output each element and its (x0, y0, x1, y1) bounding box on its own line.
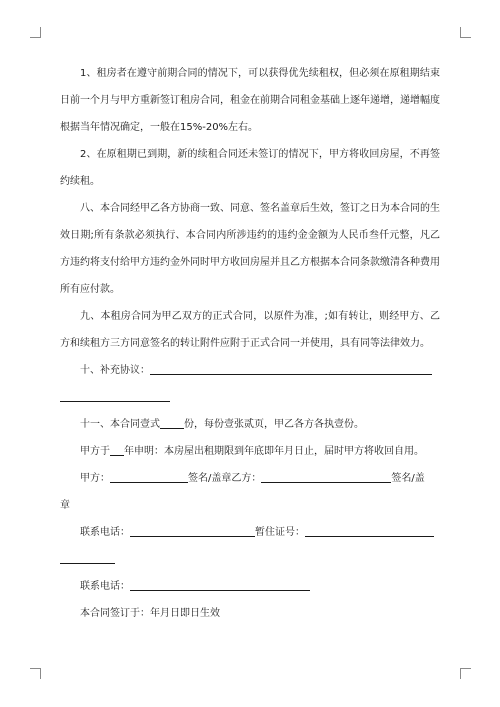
party-a-statement-start: 甲方于 (80, 446, 110, 457)
residence-permit-label: 暂住证号： (255, 527, 305, 538)
sign-seal-label: 签名/盖 (391, 473, 425, 484)
residence-permit-blank[interactable] (305, 524, 434, 537)
contact-line (60, 519, 440, 546)
party-a-statement (60, 438, 440, 465)
party-a-statement-rest: 年申明：本房屋出租期限到年底即年月日止，届时甲方将收回自用。 (124, 446, 424, 457)
party-a-label: 甲方： (80, 473, 110, 484)
copies-count-blank[interactable] (160, 416, 184, 429)
phone-blank[interactable] (130, 524, 255, 537)
supplement-blank[interactable] (150, 362, 432, 375)
clause-renewal-priority: 1、租房者在遵守前期合同的情况下，可以获得优先续租权，但必须在原租期结束日前一个月与甲方重新签订租房合同，租金在前期合同租金基础上逐年递增，递增幅度根据当年情况确定，一般在15%-20%左右。 (60, 68, 440, 133)
document-body (60, 60, 440, 627)
party-a-signature-blank[interactable] (110, 470, 188, 483)
crop-mark-bottom-left (30, 668, 41, 679)
clause-eight-effectiveness: 八、本合同经甲乙各方协商一致、同意、签名盖章后生效，签订之日为本合同的生效日期;所有条款必须执行、本合同内所涉违约的违约金金额为人民币叁仟元整，凡乙方违约将支付给甲方违约金外同时甲方收回房屋并且乙方根据本合同条款缴清各种费用所有应付款。 (60, 203, 440, 295)
supplement-label: 十、补充协议： (80, 365, 150, 376)
copies-label: 十一、本合同壹式 (80, 419, 160, 430)
seal-char: 章 (60, 500, 70, 511)
supplement-line (60, 357, 440, 384)
contact-line-2 (60, 573, 440, 600)
crop-mark-top-right (460, 27, 471, 38)
party-b-signature-blank[interactable] (261, 470, 391, 483)
phone-label-2: 联系电话： (80, 581, 130, 592)
phone-blank-2[interactable] (130, 578, 310, 591)
crop-mark-top-left (30, 27, 41, 38)
copies-detail: 份，每份壹张贰页，甲乙各方各执壹份。 (184, 419, 364, 430)
clause-renewal-expired: 2、在原租期已到期，新的续租合同还未签订的情况下，甲方将收回房屋，不再签约续租。 (60, 149, 440, 187)
party-b-label: 签名/盖章乙方： (188, 473, 262, 484)
clause-nine-official-contract: 九、本租房合同为甲乙双方的正式合同，以原件为准，;如有转让，则经甲方、乙方和续租方三方同意签名的转让附件应附于正式合同一并使用，具有同等法律效力。 (60, 311, 440, 349)
statement-year-blank[interactable] (110, 443, 124, 456)
supplement-continuation (60, 384, 440, 411)
signature-line (60, 465, 440, 492)
residence-permit-blank-2[interactable] (60, 551, 115, 564)
crop-mark-bottom-right (460, 668, 471, 679)
phone-label: 联系电话： (80, 527, 130, 538)
effective-date-line: 本合同签订于：年月日即日生效 (80, 608, 220, 619)
signature-wrap (60, 492, 440, 519)
clause-eleven-copies (60, 411, 440, 438)
contact-continuation (60, 546, 440, 573)
supplement-blank-2[interactable] (60, 389, 170, 402)
